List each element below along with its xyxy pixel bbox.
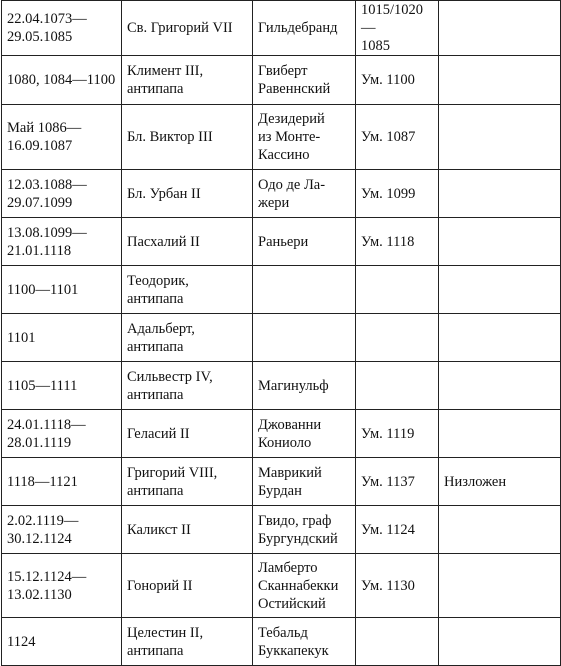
cell-name: Одо де Ла- жери: [253, 170, 356, 218]
cell-life: [356, 618, 439, 666]
cell-note: [439, 105, 561, 170]
table-row: [2, 266, 561, 314]
cell-pope: Бл. Урбан II: [122, 170, 253, 218]
cell-pope: Св. Григорий VII: [122, 1, 253, 56]
cell-dates: 1080, 1084—1100: [2, 56, 122, 105]
cell-life: Ум. 1100: [356, 56, 439, 105]
cell-pope: Бл. Виктор III: [122, 105, 253, 170]
cell-dates: 15.12.1124— 13.02.1130: [2, 554, 122, 618]
cell-name: Магинульф: [253, 362, 356, 410]
cell-life: [356, 266, 439, 314]
table-row: [2, 105, 561, 170]
cell-pope: Теодорик, антипапа: [122, 266, 253, 314]
cell-name: Маврикий Бурдан: [253, 458, 356, 506]
popes-table: [1, 0, 561, 666]
table-row: [2, 56, 561, 105]
table-row: [2, 170, 561, 218]
table-row: [2, 362, 561, 410]
table-row: [2, 410, 561, 458]
cell-dates: 13.08.1099— 21.01.1118: [2, 218, 122, 266]
cell-name: [253, 266, 356, 314]
cell-pope: Каликст II: [122, 506, 253, 554]
cell-life: Ум. 1124: [356, 506, 439, 554]
cell-pope: Сильвестр IV, антипапа: [122, 362, 253, 410]
cell-life: 1015/1020— 1085: [356, 1, 439, 56]
cell-name: Гвиберт Равеннский: [253, 56, 356, 105]
cell-name: Джованни Кониоло: [253, 410, 356, 458]
cell-dates: 22.04.1073— 29.05.1085: [2, 1, 122, 56]
cell-note: [439, 410, 561, 458]
cell-name: Дезидерий из Монте- Кассино: [253, 105, 356, 170]
cell-dates: 1105—1111: [2, 362, 122, 410]
cell-pope: Пасхалий II: [122, 218, 253, 266]
cell-note: [439, 218, 561, 266]
cell-dates: 24.01.1118— 28.01.1119: [2, 410, 122, 458]
cell-life: [356, 362, 439, 410]
cell-dates: 12.03.1088— 29.07.1099: [2, 170, 122, 218]
cell-name: Раньери: [253, 218, 356, 266]
cell-pope: Адальберт, антипапа: [122, 314, 253, 362]
cell-life: Ум. 1087: [356, 105, 439, 170]
cell-life: Ум. 1099: [356, 170, 439, 218]
cell-pope: Григорий VIII, антипапа: [122, 458, 253, 506]
cell-name: Гвидо, граф Бургундский: [253, 506, 356, 554]
cell-life: [356, 314, 439, 362]
cell-note: [439, 314, 561, 362]
cell-dates: 1118—1121: [2, 458, 122, 506]
cell-life: Ум. 1119: [356, 410, 439, 458]
cell-note: [439, 56, 561, 105]
table-row: [2, 554, 561, 618]
cell-note: Низложен: [439, 458, 561, 506]
cell-pope: Гонорий II: [122, 554, 253, 618]
cell-note: [439, 554, 561, 618]
cell-name: Гильдебранд: [253, 1, 356, 56]
table-row: [2, 1, 561, 56]
cell-note: [439, 170, 561, 218]
table-body: [2, 1, 561, 666]
cell-note: [439, 362, 561, 410]
cell-dates: Май 1086— 16.09.1087: [2, 105, 122, 170]
cell-note: [439, 266, 561, 314]
cell-life: Ум. 1137: [356, 458, 439, 506]
table-row: [2, 618, 561, 666]
cell-pope: Климент III, антипапа: [122, 56, 253, 105]
cell-dates: 1101: [2, 314, 122, 362]
cell-dates: 2.02.1119— 30.12.1124: [2, 506, 122, 554]
cell-pope: Геласий II: [122, 410, 253, 458]
cell-note: [439, 1, 561, 56]
table-row: [2, 458, 561, 506]
cell-name: Ламберто Сканнабекки Остийский: [253, 554, 356, 618]
cell-note: [439, 506, 561, 554]
cell-name: Тебальд Буккапекук: [253, 618, 356, 666]
cell-name: [253, 314, 356, 362]
cell-note: [439, 618, 561, 666]
table-row: [2, 314, 561, 362]
cell-life: Ум. 1130: [356, 554, 439, 618]
table-row: [2, 506, 561, 554]
table-row: [2, 218, 561, 266]
cell-dates: 1124: [2, 618, 122, 666]
cell-pope: Целестин II, антипапа: [122, 618, 253, 666]
cell-dates: 1100—1101: [2, 266, 122, 314]
cell-life: Ум. 1118: [356, 218, 439, 266]
